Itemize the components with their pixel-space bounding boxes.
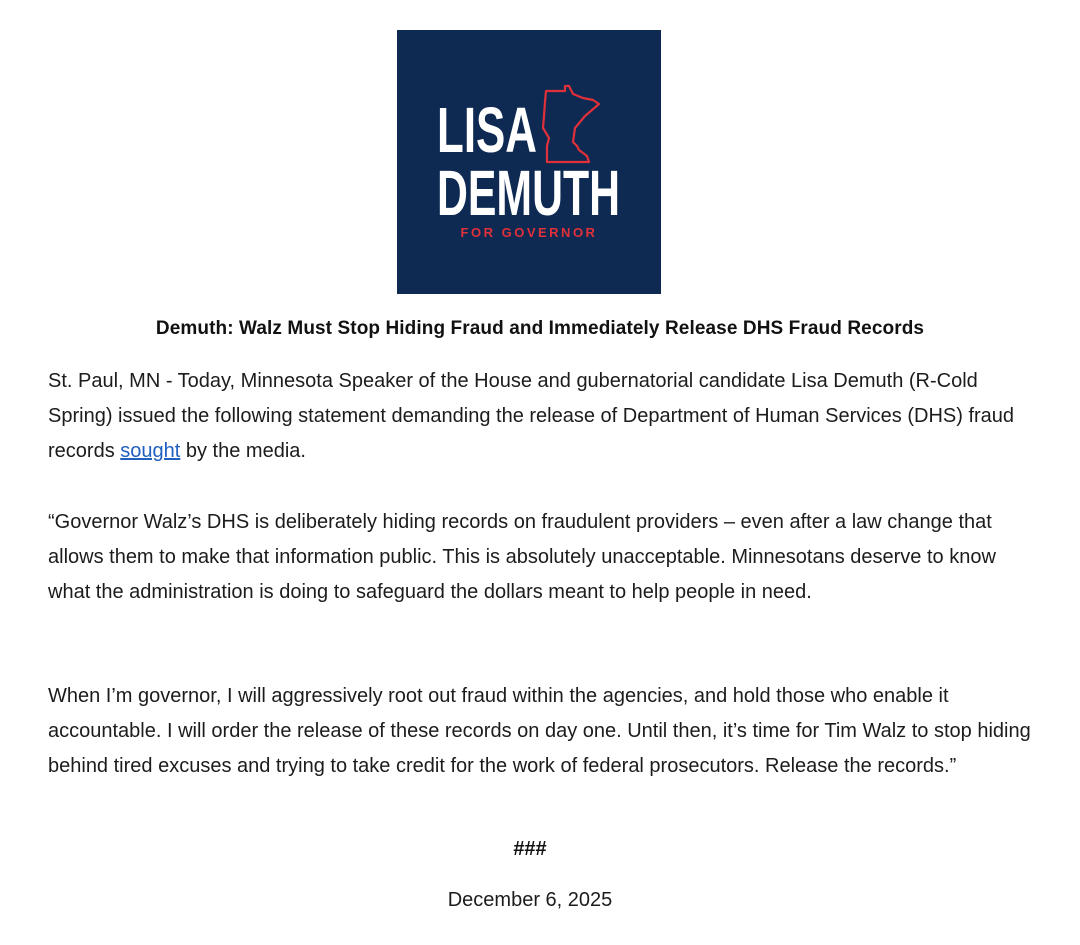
campaign-logo: [397, 30, 661, 294]
campaign-logo-graphic: [397, 30, 661, 294]
logo-first-name: LISA: [437, 94, 537, 166]
sought-link[interactable]: sought: [120, 440, 181, 462]
intro-text-before-link: St. Paul, MN - Today, Minnesota Speaker of the House and gubernatorial candidate Lisa Demuth (R-Cold Spring) issued the following statement demanding the release of Department of Human Services (DHS) fraud records: [48, 370, 1015, 462]
release-date: December 6, 2025: [447, 889, 613, 911]
quote-paragraph-1: “Governor Walz’s DHS is deliberately hiding records on fraudulent providers – even after a law change that allows them to make that information public. This is absolutely unacceptable. Minnesotans deserve to know what the administration is doing to safeguard the dollars meant to help people in need.: [48, 511, 996, 603]
page-title: Demuth: Walz Must Stop Hiding Fraud and Immediately Release DHS Fraud Records: [155, 318, 925, 339]
intro-paragraph: [48, 364, 1038, 469]
intro-text-after-link: by the media.: [180, 440, 306, 462]
logo-tagline: FOR GOVERNOR: [460, 225, 598, 240]
quote-paragraph-2: When I’m governor, I will aggressively root out fraud within the agencies, and hold those who enable it accountable. I will order the release of these records on day one. Until then, it’s time for Tim Walz to stop hiding behind tired excuses and trying to take credit for the work of federal prosecutors. Release the records.”: [48, 685, 1031, 777]
logo-last-name: DEMUTH: [437, 157, 620, 229]
end-separator: ###: [513, 838, 547, 860]
